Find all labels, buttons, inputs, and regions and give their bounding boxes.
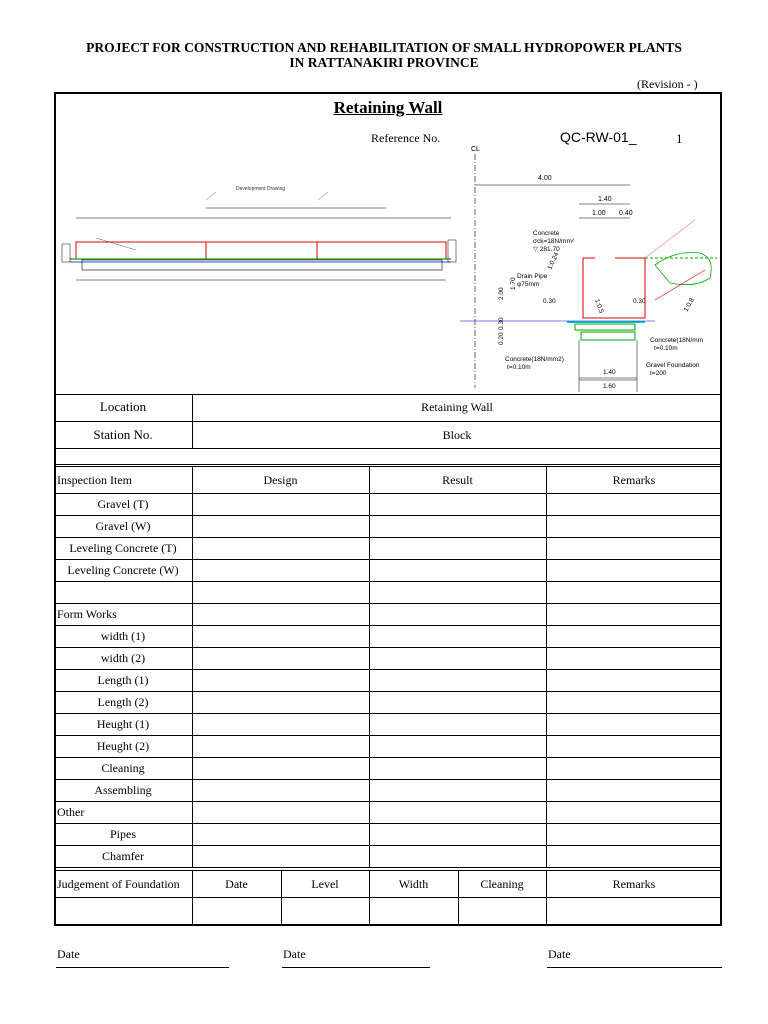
signature-line-2[interactable] xyxy=(282,967,430,968)
rule xyxy=(54,464,722,465)
inspection-row-label: width (2) xyxy=(100,651,146,665)
drawing-concrete-spec: σck=18N/mm² xyxy=(533,238,575,245)
form-title: Retaining Wall xyxy=(333,98,443,117)
remarks-cell[interactable] xyxy=(547,560,721,580)
judgement-header-level: Level xyxy=(311,877,339,891)
signature-date-1: Date xyxy=(57,947,80,961)
rule xyxy=(54,867,722,868)
drawing-drain-pipe: Drain Pipe xyxy=(517,273,548,280)
design-cell[interactable] xyxy=(193,604,368,624)
design-cell[interactable] xyxy=(193,648,368,668)
signature-date-2: Date xyxy=(283,947,306,961)
inspection-row-label: Gravel (T) xyxy=(97,497,149,511)
remarks-cell[interactable] xyxy=(547,626,721,646)
reference-number: 1 xyxy=(676,131,683,146)
remarks-cell[interactable] xyxy=(547,604,721,624)
drawing-cl: CL xyxy=(471,146,480,153)
design-cell[interactable] xyxy=(193,516,368,536)
signature-line-1[interactable] xyxy=(56,967,229,968)
result-cell[interactable] xyxy=(370,802,545,822)
reference-value: QC-RW-01_ xyxy=(560,129,637,145)
reference-label: Reference No. xyxy=(371,131,441,145)
drawing-dim-100: 1.00 xyxy=(592,210,606,217)
location-value[interactable]: Retaining Wall xyxy=(421,400,493,414)
inspection-row-label: Chamfer xyxy=(102,849,144,863)
result-cell[interactable] xyxy=(370,582,545,602)
design-cell[interactable] xyxy=(193,802,368,822)
judgement-header-date: Date xyxy=(225,877,248,891)
result-cell[interactable] xyxy=(370,626,545,646)
drawing-concrete-right: Concrete(18N/mm xyxy=(650,337,704,344)
result-cell[interactable] xyxy=(370,670,545,690)
drawing-dim-160: 1.60 xyxy=(603,383,616,390)
inspection-row-label: Cleaning xyxy=(101,761,145,775)
remarks-cell[interactable] xyxy=(547,780,721,800)
remarks-cell[interactable] xyxy=(547,802,721,822)
design-cell[interactable] xyxy=(193,626,368,646)
inspection-row-label: Gravel (W) xyxy=(95,519,151,533)
station-label: Station No. xyxy=(93,427,153,442)
remarks-cell[interactable] xyxy=(547,846,721,866)
drawing-dim-170: 1.70 xyxy=(510,277,517,290)
drawing-dim-030-right: 0.30 xyxy=(633,298,646,305)
remarks-cell[interactable] xyxy=(547,824,721,844)
design-cell[interactable] xyxy=(193,758,368,778)
inspection-header-item: Inspection Item xyxy=(57,473,132,487)
design-cell[interactable] xyxy=(193,736,368,756)
rule xyxy=(54,421,722,422)
result-cell[interactable] xyxy=(370,538,545,558)
drawing-dim-030-left: 0.30 xyxy=(543,298,556,305)
drawing-slope2: 1:0.5 xyxy=(593,298,605,315)
design-cell[interactable] xyxy=(193,824,368,844)
judgement-header-cleaning: Cleaning xyxy=(480,877,524,891)
judgement-header-item: Judgement of Foundation xyxy=(57,877,180,891)
inspection-row-label: Form Works xyxy=(57,607,117,621)
rule xyxy=(54,897,722,898)
inspection-row-label: Other xyxy=(57,805,85,819)
remarks-cell[interactable] xyxy=(547,758,721,778)
remarks-cell[interactable] xyxy=(547,516,721,536)
design-cell[interactable] xyxy=(193,582,368,602)
revision-label: (Revision - ) xyxy=(637,77,698,91)
drawing-slope1: 1:0.24 xyxy=(546,251,561,271)
judgement-header-remarks: Remarks xyxy=(612,877,656,891)
development-drawing xyxy=(56,180,466,285)
design-cell[interactable] xyxy=(193,780,368,800)
inspection-header-result: Result xyxy=(442,473,473,487)
drawing-t010-right: t=0.10m xyxy=(654,345,678,352)
drawing-elevation: ▽ 281.70 xyxy=(533,246,560,253)
development-drawing-title: Development Drawing xyxy=(236,186,286,192)
remarks-cell[interactable] xyxy=(547,670,721,690)
result-cell[interactable] xyxy=(370,780,545,800)
result-cell[interactable] xyxy=(370,560,545,580)
rule xyxy=(54,466,722,467)
project-title-line1: PROJECT FOR CONSTRUCTION AND REHABILITATION OF SMALL HYDROPOWER PLANTS xyxy=(86,40,682,55)
remarks-cell[interactable] xyxy=(547,538,721,558)
remarks-cell[interactable] xyxy=(547,714,721,734)
result-cell[interactable] xyxy=(370,516,545,536)
inspection-header-remarks: Remarks xyxy=(612,473,656,487)
inspection-row-label: Heught (1) xyxy=(96,717,150,731)
rule xyxy=(54,394,722,395)
remarks-cell[interactable] xyxy=(547,582,721,602)
rule xyxy=(54,448,722,449)
drawing-drain-size: φ75mm xyxy=(517,281,540,288)
remarks-cell[interactable] xyxy=(547,648,721,668)
design-cell[interactable] xyxy=(193,494,368,514)
result-cell[interactable] xyxy=(370,604,545,624)
location-label: Location xyxy=(99,399,147,414)
result-cell[interactable] xyxy=(370,736,545,756)
inspection-header-design: Design xyxy=(263,473,298,487)
design-cell[interactable] xyxy=(193,846,368,866)
station-value[interactable]: Block xyxy=(442,428,472,442)
signature-line-3[interactable] xyxy=(547,967,722,968)
project-title-line2: IN RATTANAKIRI PROVINCE xyxy=(289,55,479,70)
drawing-dim-020: 0.20 xyxy=(498,332,505,345)
design-cell[interactable] xyxy=(193,538,368,558)
result-cell[interactable] xyxy=(370,758,545,778)
result-cell[interactable] xyxy=(370,648,545,668)
inspection-row-label: Assembling xyxy=(94,783,152,797)
inspection-row-label: Length (1) xyxy=(97,673,149,687)
rule xyxy=(54,870,722,871)
drawing-dim-040: 0.40 xyxy=(619,210,633,217)
drawing-gravel-foundation: Gravel Foundation xyxy=(646,362,700,369)
design-cell[interactable] xyxy=(193,560,368,580)
result-cell[interactable] xyxy=(370,692,545,712)
remarks-cell[interactable] xyxy=(547,494,721,514)
drawing-dim-200: 2.00 xyxy=(498,287,505,300)
drawing-slope3: 1:0.8 xyxy=(682,296,696,313)
result-cell[interactable] xyxy=(370,824,545,844)
drawing-t200: t=200 xyxy=(650,370,667,377)
result-cell[interactable] xyxy=(370,846,545,866)
drawing-dim-140-top: 1.40 xyxy=(598,196,612,203)
inspection-row-label: Pipes xyxy=(109,827,136,841)
section-drawing xyxy=(455,140,720,392)
judgement-header-width: Width xyxy=(398,877,429,891)
remarks-cell[interactable] xyxy=(547,736,721,756)
remarks-cell[interactable] xyxy=(547,692,721,712)
inspection-row-label: width (1) xyxy=(100,629,146,643)
design-cell[interactable] xyxy=(193,692,368,712)
design-cell[interactable] xyxy=(193,670,368,690)
result-cell[interactable] xyxy=(370,714,545,734)
inspection-row-label: Length (2) xyxy=(97,695,149,709)
drawing-dim-140-bottom: 1.40 xyxy=(603,369,616,376)
result-cell[interactable] xyxy=(370,494,545,514)
drawing-dim-400: 4.00 xyxy=(538,175,552,182)
inspection-row-label: Heught (2) xyxy=(96,739,150,753)
design-cell[interactable] xyxy=(193,714,368,734)
inspection-row-label: Leveling Concrete (T) xyxy=(69,541,177,555)
signature-date-3: Date xyxy=(548,947,571,961)
drawing-dim-030-bottom: 0.30 xyxy=(498,317,505,330)
drawing-t010-left: t=0.10m xyxy=(507,364,531,371)
drawing-concrete-label: Concrete xyxy=(533,230,560,237)
drawing-concrete-left: Concrete(18N/mm2) xyxy=(505,356,564,363)
inspection-row-label: Leveling Concrete (W) xyxy=(67,563,179,577)
